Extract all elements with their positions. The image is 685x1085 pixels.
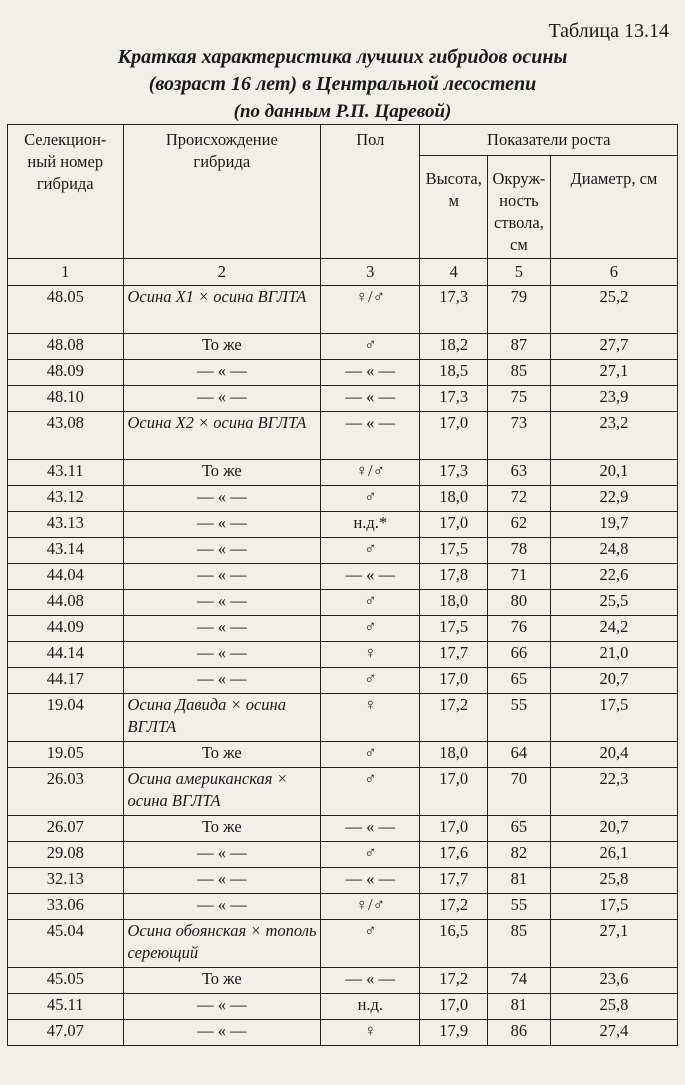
diameter-cell: 27,7 (550, 334, 677, 360)
table-row (8, 1020, 678, 1046)
table-row (8, 616, 678, 642)
height-cell: 17,5 (420, 538, 488, 564)
col-number: 1 (8, 259, 124, 286)
table-row (8, 512, 678, 538)
origin-cell: — « — (123, 512, 321, 538)
origin-cell: — « — (123, 564, 321, 590)
sex-cell: ♀/♂ (321, 460, 420, 486)
sex-cell: ♀/♂ (321, 286, 420, 334)
table-row (8, 460, 678, 486)
height-cell: 17,2 (420, 968, 488, 994)
table-row (8, 668, 678, 694)
table-title (0, 44, 685, 125)
title-line-1: Краткая характеристика лучших гибридов осины (117, 46, 568, 68)
height-cell: 16,5 (420, 920, 488, 968)
origin-cell: — « — (123, 894, 321, 920)
selection-number-cell: 48.09 (8, 360, 124, 386)
header-diameter: Диаметр, см (550, 156, 677, 259)
height-cell: 17,2 (420, 894, 488, 920)
circumference-cell: 71 (487, 564, 550, 590)
origin-cell: То же (123, 742, 321, 768)
selection-number-cell: 44.08 (8, 590, 124, 616)
origin-cell: — « — (123, 590, 321, 616)
height-cell: 18,0 (420, 742, 488, 768)
origin-cell: — « — (123, 360, 321, 386)
diameter-cell: 25,2 (550, 286, 677, 334)
table-row (8, 868, 678, 894)
circumference-cell: 81 (487, 994, 550, 1020)
height-cell: 17,0 (420, 994, 488, 1020)
origin-cell: — « — (123, 642, 321, 668)
selection-number-cell: 45.05 (8, 968, 124, 994)
hybrid-table (7, 124, 678, 1046)
table-row (8, 816, 678, 842)
selection-number-cell: 43.11 (8, 460, 124, 486)
table-label: Таблица 13.14 (548, 20, 669, 42)
origin-cell: — « — (123, 1020, 321, 1046)
origin-cell: — « — (123, 386, 321, 412)
selection-number-cell: 26.07 (8, 816, 124, 842)
header-circumference: Окруж-ность ствола, см (487, 156, 550, 259)
sex-cell: ♂ (321, 590, 420, 616)
origin-cell: То же (123, 816, 321, 842)
origin-cell: — « — (123, 868, 321, 894)
circumference-cell: 79 (487, 286, 550, 334)
selection-number-cell: 32.13 (8, 868, 124, 894)
col-number: 3 (321, 259, 420, 286)
height-cell: 17,0 (420, 816, 488, 842)
sex-cell: — « — (321, 868, 420, 894)
sex-cell: — « — (321, 360, 420, 386)
origin-cell: То же (123, 334, 321, 360)
diameter-cell: 17,5 (550, 894, 677, 920)
diameter-cell: 25,8 (550, 994, 677, 1020)
table-row (8, 742, 678, 768)
selection-number-cell: 48.08 (8, 334, 124, 360)
height-cell: 17,3 (420, 286, 488, 334)
circumference-cell: 62 (487, 512, 550, 538)
height-cell: 17,0 (420, 768, 488, 816)
circumference-cell: 65 (487, 816, 550, 842)
table-row (8, 894, 678, 920)
sex-cell: ♀ (321, 694, 420, 742)
circumference-cell: 75 (487, 386, 550, 412)
circumference-cell: 73 (487, 412, 550, 460)
header-height: Высота, м (420, 156, 488, 259)
diameter-cell: 22,3 (550, 768, 677, 816)
selection-number-cell: 26.03 (8, 768, 124, 816)
selection-number-cell: 43.12 (8, 486, 124, 512)
selection-number-cell: 44.09 (8, 616, 124, 642)
diameter-cell: 22,9 (550, 486, 677, 512)
col-number: 4 (420, 259, 488, 286)
circumference-cell: 81 (487, 868, 550, 894)
circumference-cell: 66 (487, 642, 550, 668)
height-cell: 17,8 (420, 564, 488, 590)
diameter-cell: 24,8 (550, 538, 677, 564)
circumference-cell: 87 (487, 334, 550, 360)
diameter-cell: 23,2 (550, 412, 677, 460)
diameter-cell: 24,2 (550, 616, 677, 642)
header-sex: Пол (321, 125, 420, 259)
selection-number-cell: 19.04 (8, 694, 124, 742)
circumference-cell: 72 (487, 486, 550, 512)
sex-cell: ♂ (321, 616, 420, 642)
table-row (8, 286, 678, 334)
sex-cell: ♂ (321, 334, 420, 360)
origin-cell: — « — (123, 538, 321, 564)
table-row (8, 642, 678, 668)
circumference-cell: 80 (487, 590, 550, 616)
table-row (8, 842, 678, 868)
table-row (8, 360, 678, 386)
table-row (8, 386, 678, 412)
diameter-cell: 20,1 (550, 460, 677, 486)
diameter-cell: 27,1 (550, 360, 677, 386)
height-cell: 18,2 (420, 334, 488, 360)
title-line-2: (возраст 16 лет) в Центральной лесостепи (148, 73, 537, 95)
circumference-cell: 64 (487, 742, 550, 768)
table-row (8, 590, 678, 616)
selection-number-cell: 29.08 (8, 842, 124, 868)
height-cell: 17,5 (420, 616, 488, 642)
diameter-cell: 23,6 (550, 968, 677, 994)
origin-cell: То же (123, 460, 321, 486)
diameter-cell: 19,7 (550, 512, 677, 538)
origin-cell: — « — (123, 616, 321, 642)
sex-cell: н.д.* (321, 512, 420, 538)
sex-cell: — « — (321, 564, 420, 590)
circumference-cell: 74 (487, 968, 550, 994)
origin-cell: Осина Давида × осина ВГЛТА (123, 694, 321, 742)
sex-cell: ♂ (321, 842, 420, 868)
header-selection-number: Селекцион-ный номер гибрида (8, 125, 124, 259)
origin-cell: — « — (123, 842, 321, 868)
diameter-cell: 17,5 (550, 694, 677, 742)
diameter-cell: 27,1 (550, 920, 677, 968)
selection-number-cell: 19.05 (8, 742, 124, 768)
selection-number-cell: 45.11 (8, 994, 124, 1020)
selection-number-cell: 44.17 (8, 668, 124, 694)
height-cell: 17,9 (420, 1020, 488, 1046)
origin-cell: Осина X1 × осина ВГЛТА (123, 286, 321, 334)
height-cell: 18,0 (420, 486, 488, 512)
circumference-cell: 65 (487, 668, 550, 694)
sex-cell: ♂ (321, 742, 420, 768)
table-row (8, 768, 678, 816)
diameter-cell: 20,7 (550, 816, 677, 842)
height-cell: 17,3 (420, 386, 488, 412)
height-cell: 18,5 (420, 360, 488, 386)
sex-cell: ♀ (321, 642, 420, 668)
circumference-cell: 78 (487, 538, 550, 564)
sex-cell: ♂ (321, 668, 420, 694)
circumference-cell: 63 (487, 460, 550, 486)
height-cell: 17,0 (420, 512, 488, 538)
title-line-3: (по данным Р.П. Царевой) (233, 101, 452, 122)
height-cell: 17,0 (420, 412, 488, 460)
diameter-cell: 25,8 (550, 868, 677, 894)
selection-number-cell: 44.04 (8, 564, 124, 590)
diameter-cell: 27,4 (550, 1020, 677, 1046)
origin-cell: Осина X2 × осина ВГЛТА (123, 412, 321, 460)
origin-cell: — « — (123, 668, 321, 694)
selection-number-cell: 48.10 (8, 386, 124, 412)
selection-number-cell: 44.14 (8, 642, 124, 668)
table-row (8, 920, 678, 968)
height-cell: 17,6 (420, 842, 488, 868)
col-number: 6 (550, 259, 677, 286)
sex-cell: ♂ (321, 538, 420, 564)
table-row (8, 412, 678, 460)
sex-cell: — « — (321, 412, 420, 460)
sex-cell: ♂ (321, 768, 420, 816)
origin-cell: Осина обоянская × тополь сереющий (123, 920, 321, 968)
table-row (8, 486, 678, 512)
circumference-cell: 82 (487, 842, 550, 868)
selection-number-cell: 33.06 (8, 894, 124, 920)
header-growth: Показатели роста (420, 125, 678, 156)
col-number: 2 (123, 259, 321, 286)
height-cell: 17,7 (420, 868, 488, 894)
circumference-cell: 76 (487, 616, 550, 642)
selection-number-cell: 43.13 (8, 512, 124, 538)
diameter-cell: 23,9 (550, 386, 677, 412)
selection-number-cell: 48.05 (8, 286, 124, 334)
diameter-cell: 25,5 (550, 590, 677, 616)
circumference-cell: 55 (487, 694, 550, 742)
circumference-cell: 70 (487, 768, 550, 816)
sex-cell: — « — (321, 386, 420, 412)
table-row (8, 538, 678, 564)
diameter-cell: 21,0 (550, 642, 677, 668)
selection-number-cell: 43.08 (8, 412, 124, 460)
sex-cell: ♀ (321, 1020, 420, 1046)
sex-cell: н.д. (321, 994, 420, 1020)
origin-cell: Осина американская × осина ВГЛТА (123, 768, 321, 816)
origin-cell: — « — (123, 486, 321, 512)
circumference-cell: 55 (487, 894, 550, 920)
table-row (8, 968, 678, 994)
diameter-cell: 20,7 (550, 668, 677, 694)
column-number-row (8, 259, 678, 286)
table-row (8, 564, 678, 590)
height-cell: 17,2 (420, 694, 488, 742)
diameter-cell: 26,1 (550, 842, 677, 868)
circumference-cell: 85 (487, 360, 550, 386)
header-row (8, 125, 678, 156)
table-row (8, 334, 678, 360)
sex-cell: ♀/♂ (321, 894, 420, 920)
sex-cell: — « — (321, 968, 420, 994)
selection-number-cell: 47.07 (8, 1020, 124, 1046)
sex-cell: — « — (321, 816, 420, 842)
table-row (8, 694, 678, 742)
table-row (8, 994, 678, 1020)
col-number: 5 (487, 259, 550, 286)
diameter-cell: 22,6 (550, 564, 677, 590)
origin-cell: То же (123, 968, 321, 994)
selection-number-cell: 45.04 (8, 920, 124, 968)
sex-cell: ♂ (321, 920, 420, 968)
selection-number-cell: 43.14 (8, 538, 124, 564)
height-cell: 17,3 (420, 460, 488, 486)
diameter-cell: 20,4 (550, 742, 677, 768)
circumference-cell: 86 (487, 1020, 550, 1046)
height-cell: 17,0 (420, 668, 488, 694)
height-cell: 18,0 (420, 590, 488, 616)
sex-cell: ♂ (321, 486, 420, 512)
circumference-cell: 85 (487, 920, 550, 968)
header-origin: Происхождение гибрида (123, 125, 321, 259)
origin-cell: — « — (123, 994, 321, 1020)
height-cell: 17,7 (420, 642, 488, 668)
